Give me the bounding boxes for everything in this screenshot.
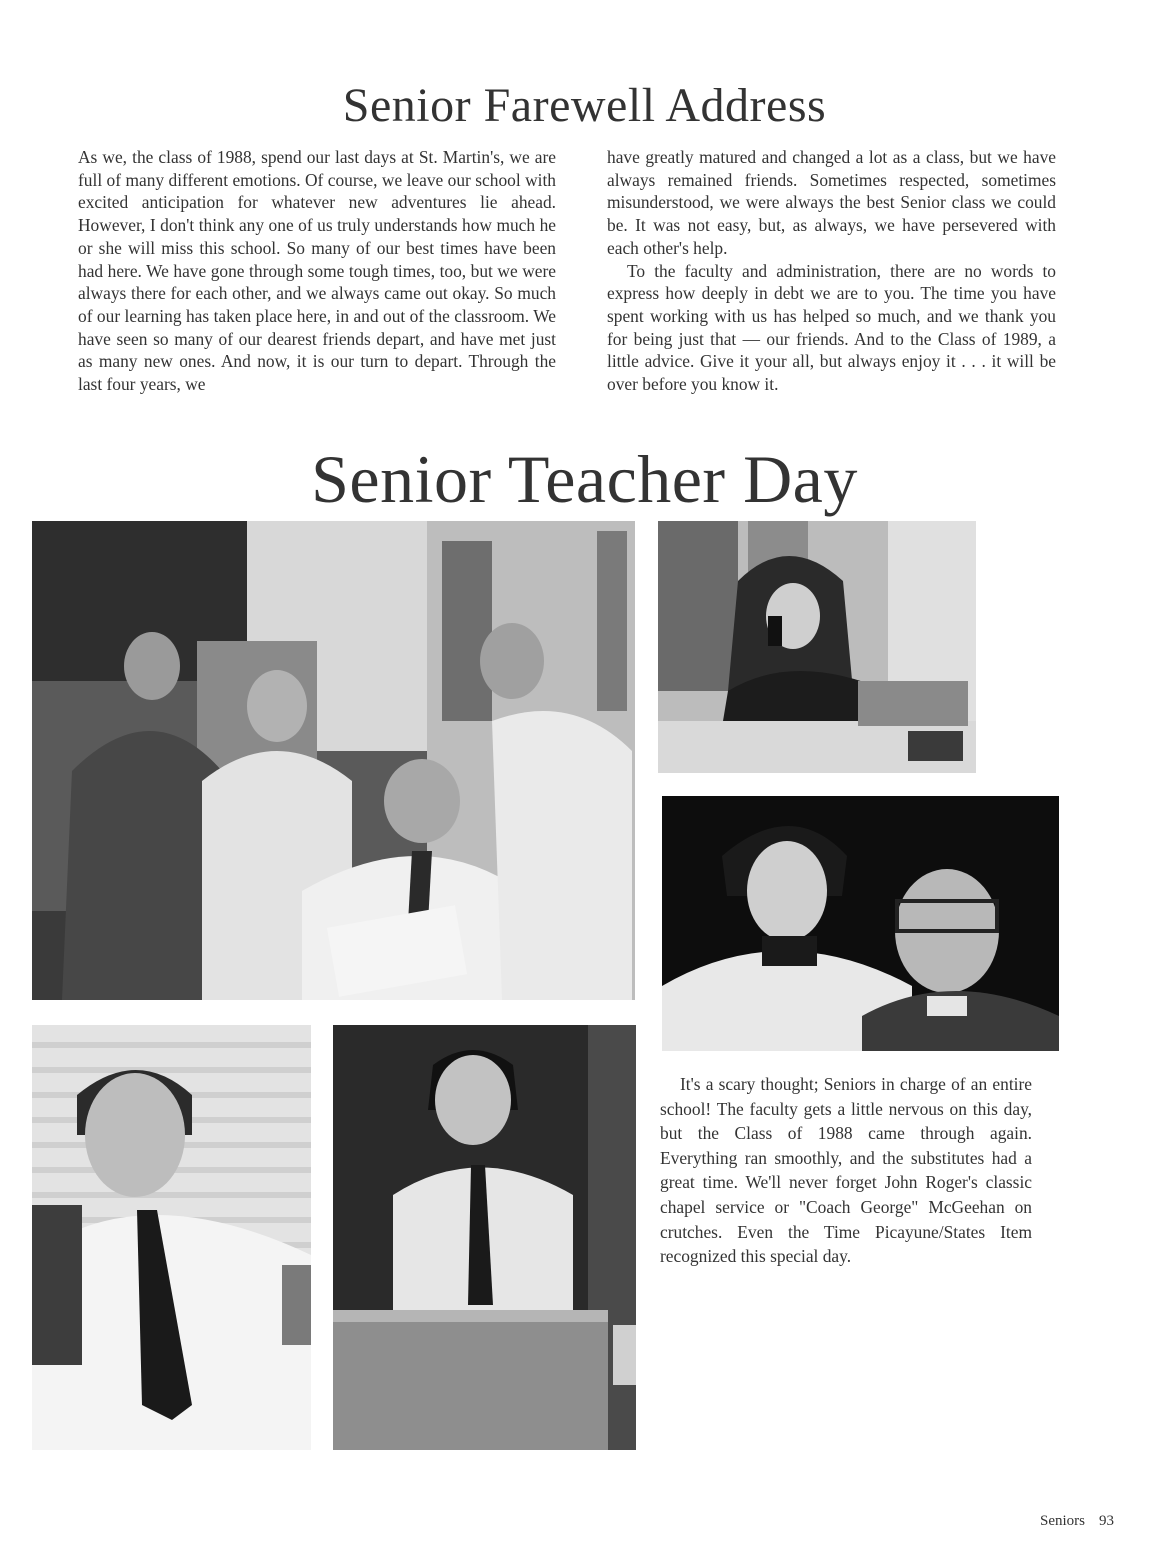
farewell-left-column <box>78 146 556 396</box>
farewell-paragraph: As we, the class of 1988, spend our last days at St. Martin's, we are full of many different emotions. Of course, we leave our school with excited anticipation for whatever new adventures lie ahead. However, I don't think any one of us truly understands how much he or she will miss this school. So many of our best times have been had here. We have gone through some tough times, too, but we were always there for each other, and we always came out okay. So much of our learning has taken place here, in and out of the classroom. We have seen so many of our dearest friends depart, and have met just as many new ones. And now, it is our turn to depart. Through the last four years, we <box>78 147 556 395</box>
page-number: 93 <box>1099 1513 1114 1529</box>
photo-student-on-phone <box>658 521 976 773</box>
teacher-day-title: Senior Teacher Day <box>311 441 858 517</box>
page-footer <box>1040 1513 1114 1530</box>
farewell-paragraph: To the faculty and administration, there are no words to express how deeply in debt we are to you. The time you have spent working with us has helped so much, and we thank you for being just that — our friends. And to the Class of 1989, a little advice. Give it your all, but always enjoy it . . . it will be over before you know it. <box>607 260 1056 395</box>
farewell-title: Senior Farewell Address <box>342 79 827 132</box>
photo-student-with-priest <box>662 796 1059 1051</box>
photo-student-with-tie <box>32 1025 311 1450</box>
farewell-paragraph: have greatly matured and changed a lot as a class, but we have always remained friends. Sometimes respected, sometimes misunderstood, we were always the best Senior class we could be. It was not easy, but, as always, we have persevered with each other's help. <box>607 147 1056 258</box>
section-label: Seniors <box>1040 1513 1085 1529</box>
farewell-right-column <box>607 146 1056 396</box>
teacher-day-caption: It's a scary thought; Seniors in charge of an entire school! The faculty gets a little nervous on this day, but the Class of 1988 came through again. Everything ran smoothly, and the substitutes had a great time. We'll never forget John Roger's classic chapel service or "Coach George" McGeehan on crutches. Even the Time Picayune/States Item recognized this special day. <box>660 1074 1032 1267</box>
photo-students-classroom <box>32 521 635 1000</box>
photo-student-at-lectern <box>333 1025 636 1450</box>
